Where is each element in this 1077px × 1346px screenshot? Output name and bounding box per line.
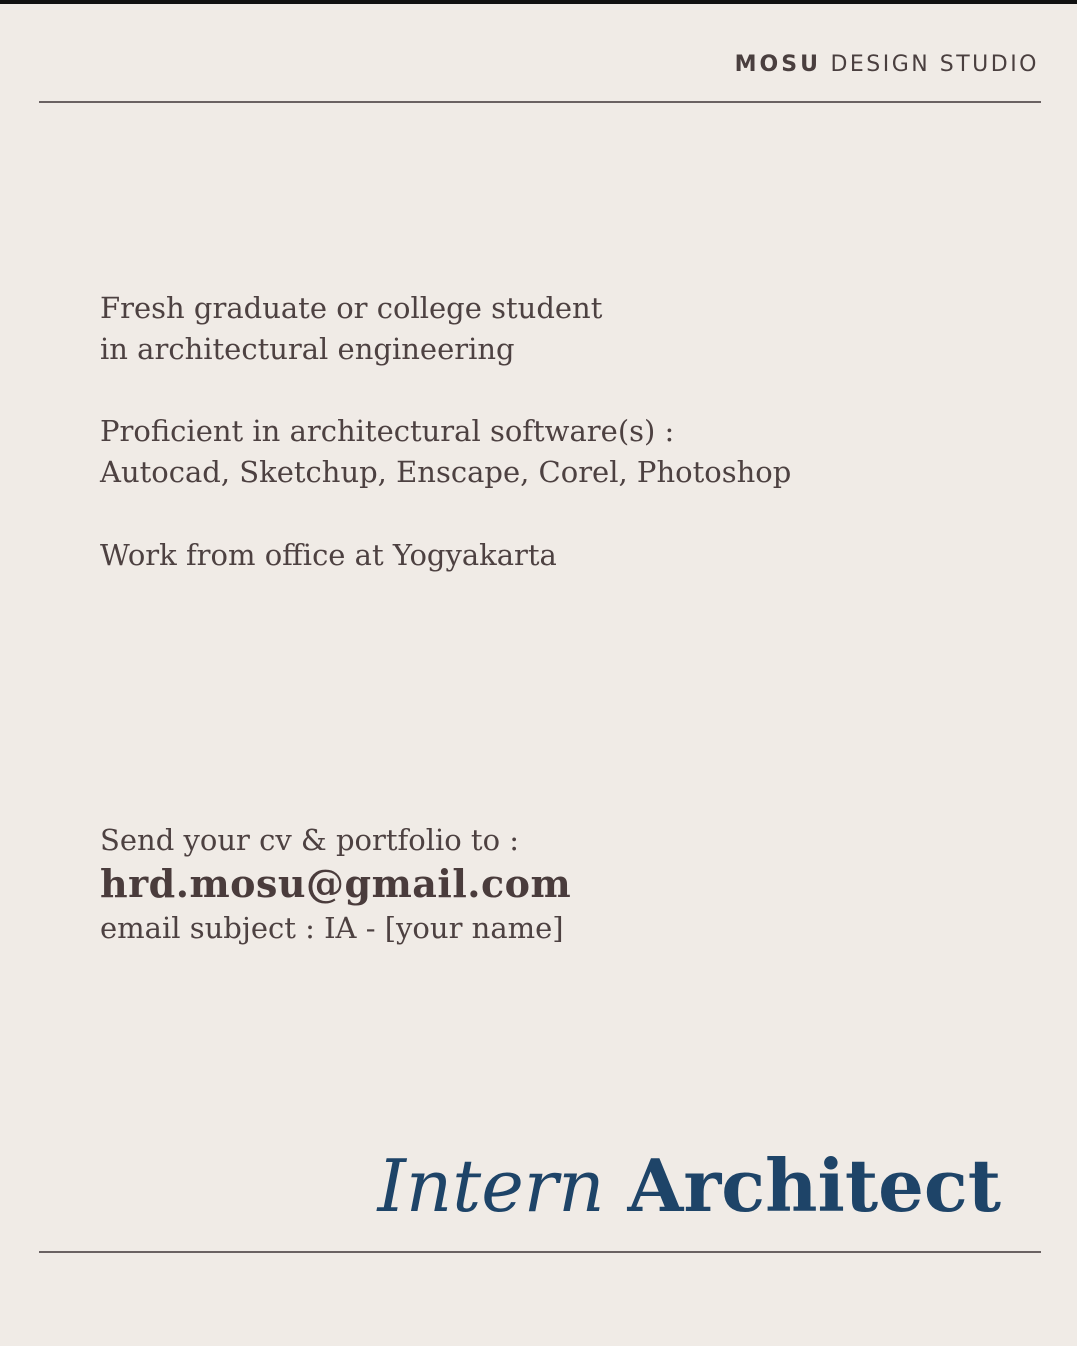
job-title-italic: Intern <box>377 1144 605 1228</box>
brand-name-rest: DESIGN STUDIO <box>830 52 1039 77</box>
job-title-bold: Architect <box>627 1143 1001 1228</box>
contact-section <box>100 820 571 949</box>
job-title <box>377 1144 1001 1228</box>
requirement-line: Proficient in architectural software(s) : <box>100 414 675 448</box>
email-subject-note: email subject : IA - [your name] <box>100 911 564 945</box>
requirement-line: Autocad, Sketchup, Enscape, Corel, Photoshop <box>100 455 792 489</box>
requirement-line: Fresh graduate or college student <box>100 291 603 325</box>
requirement-education <box>100 288 602 370</box>
requirement-location <box>100 535 557 576</box>
requirement-line: Work from office at Yogyakarta <box>100 538 557 572</box>
contact-intro: Send your cv & portfolio to : <box>100 823 520 857</box>
top-divider <box>39 101 1041 103</box>
brand-name-strong: MOSU <box>734 52 821 77</box>
brand-logo <box>735 52 1039 77</box>
top-strip <box>0 0 1077 4</box>
bottom-divider <box>39 1251 1041 1253</box>
contact-email[interactable]: hrd.mosu@gmail.com <box>100 861 572 906</box>
requirement-line: in architectural engineering <box>100 332 515 366</box>
requirement-software <box>100 411 791 493</box>
